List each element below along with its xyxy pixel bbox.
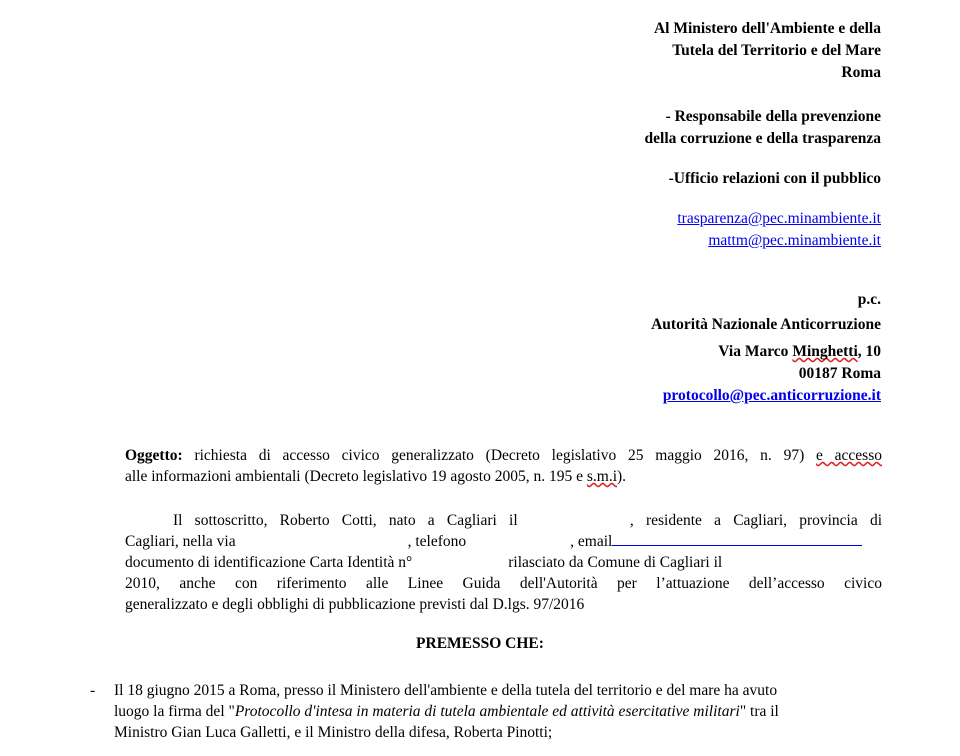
body-l2-b: , telefono bbox=[407, 533, 467, 550]
subject-text-2-end: ). bbox=[617, 468, 627, 485]
recipient-ministry bbox=[654, 18, 881, 84]
body-l2-c: , email bbox=[570, 533, 613, 550]
body-l1-a: Il sottoscritto, Roberto Cotti, nato a Cagliari il bbox=[173, 512, 530, 529]
bullet-mark: - bbox=[90, 682, 96, 699]
subject-line-2 bbox=[125, 466, 882, 487]
bullet-text bbox=[114, 680, 884, 743]
ministry-line-1: Al Ministero dell'Ambiente e della bbox=[653, 20, 881, 37]
body-l2-a: Cagliari, nella via bbox=[125, 533, 236, 550]
subject-text-2: alle informazioni ambientali (Decreto legislativo 19 agosto 2005, n. 195 e bbox=[125, 468, 587, 485]
cc-street-prefix: Via Marco bbox=[718, 343, 793, 360]
body-line-1 bbox=[125, 510, 882, 531]
urp-line: -Ufficio relazioni con il pubblico bbox=[668, 170, 881, 187]
bullet-line-1: Il 18 giugno 2015 a Roma, presso il Ministero dell'ambiente e della tutela del territorio e del mare ha avuto bbox=[114, 682, 778, 699]
cc-street-number: , 10 bbox=[857, 343, 881, 360]
email-link-anac[interactable]: protocollo@pec.anticorruzione.it bbox=[662, 387, 881, 404]
section-heading: PREMESSO CHE: bbox=[416, 635, 544, 652]
body-line-3 bbox=[125, 552, 882, 573]
subject-wavy-1: e accesso bbox=[816, 447, 882, 464]
subject-text-1: richiesta di accesso civico generalizzato (Decreto legislativo 25 maggio 2016, n. 97) bbox=[182, 447, 817, 464]
subject-label: Oggetto: bbox=[125, 447, 183, 464]
body-line-2 bbox=[125, 531, 882, 552]
recipient-emails bbox=[677, 208, 881, 252]
cc-street-name: Minghetti bbox=[792, 343, 858, 360]
redacted-email-link[interactable] bbox=[612, 545, 862, 546]
subject-wavy-2: s.m.i bbox=[586, 468, 618, 485]
cc-label: p.c. bbox=[857, 291, 881, 308]
email-link-trasparenza[interactable]: trasparenza@pec.minambiente.it bbox=[677, 210, 881, 227]
cc-recipient bbox=[651, 314, 881, 336]
bullet-line-3: Ministro Gian Luca Galletti, e il Ministro della difesa, Roberta Pinotti; bbox=[114, 724, 553, 741]
bullet-l2-a: luogo la firma del " bbox=[114, 703, 235, 720]
cc-address bbox=[663, 341, 881, 407]
cc-street bbox=[663, 341, 881, 363]
ministry-line-2: Tutela del Territorio e del Mare bbox=[672, 42, 881, 59]
body-paragraph bbox=[125, 510, 882, 615]
ministry-city: Roma bbox=[841, 64, 881, 81]
body-l1-b: , residente a Cagliari, provincia di bbox=[629, 512, 883, 529]
body-l3-b: rilasciato da Comune di Cagliari il bbox=[508, 554, 723, 571]
email-link-mattm[interactable]: mattm@pec.minambiente.it bbox=[708, 232, 881, 249]
subject-paragraph bbox=[125, 445, 882, 487]
subject-line-1 bbox=[125, 445, 882, 466]
recipient-rpct bbox=[645, 106, 881, 150]
body-l3-a: documento di identificazione Carta Identità n° bbox=[125, 554, 413, 571]
bullet-line-2 bbox=[114, 701, 884, 722]
cc-name: Autorità Nazionale Anticorruzione bbox=[651, 316, 881, 333]
cc-label-block bbox=[858, 289, 881, 311]
body-line-4: 2010, anche con riferimento alle Linee Guida dell'Autorità per l’attuazione dell’accesso civico bbox=[125, 575, 882, 592]
body-line-5: generalizzato e degli obblighi di pubblicazione previsti dal D.lgs. 97/2016 bbox=[125, 596, 585, 613]
rpct-line-2: della corruzione e della trasparenza bbox=[644, 130, 881, 147]
bullet-l2-b: " tra il bbox=[739, 703, 779, 720]
rpct-line-1: - Responsabile della prevenzione bbox=[665, 108, 881, 125]
recipient-urp bbox=[669, 168, 881, 190]
cc-city: 00187 Roma bbox=[798, 365, 881, 382]
protocol-title: Protocollo d'intesa in materia di tutela ambientale ed attività esercitative militari bbox=[234, 703, 740, 720]
